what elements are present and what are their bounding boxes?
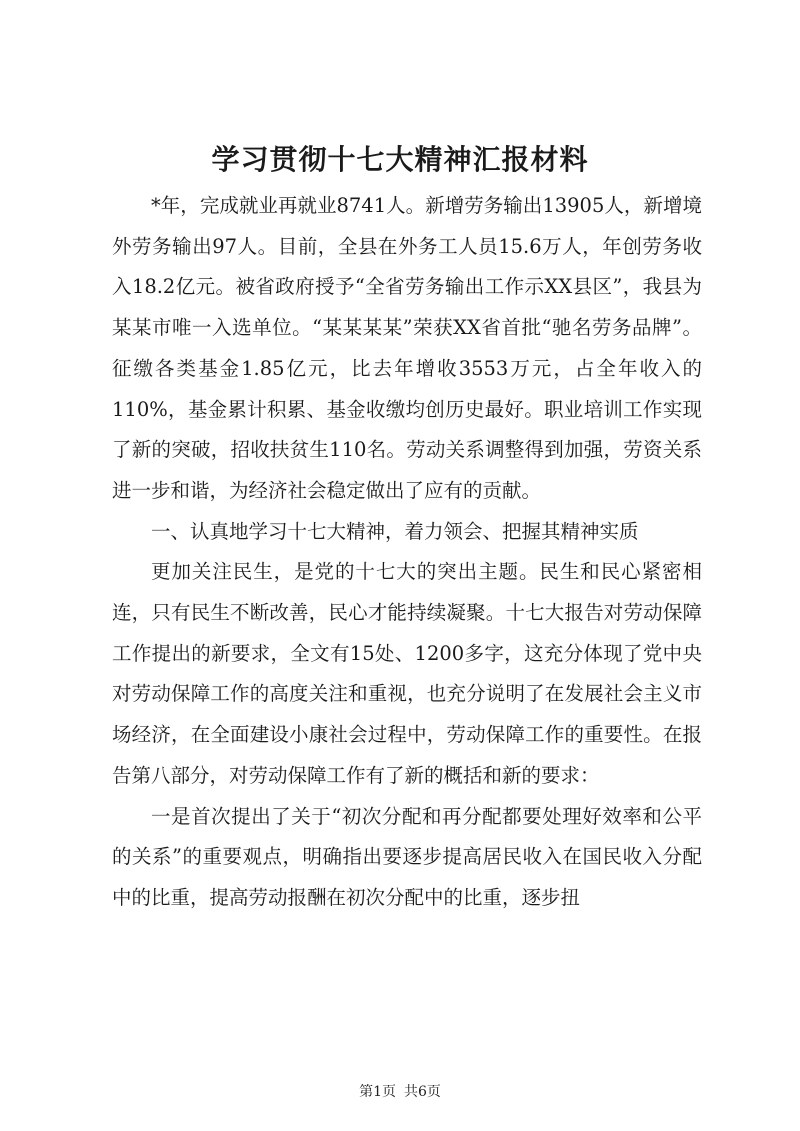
document-body [112, 186, 702, 919]
paragraph-employment-summary: *年，完成就业再就业8741人。新增劳务输出13905人，新增境外劳务输出97人。目前，全县在外务工人员15.6万人，年创劳务收入18.2亿元。被省政府授予“全省劳务输出工作示XX县区”，我县为某某市唯一入选单位。“某某某某”荣获XX省首批“驰名劳务品牌”。征缴各类基金1.85亿元，比去年增收3553万元，占全年收入的110%，基金累计积累、基金收缴均创历史最好。职业培训工作实现了新的突破，招收扶贫生110名。劳动关系调整得到加强，劳资关系进一步和谐，为经济社会稳定做出了应有的贡献。 [112, 194, 702, 502]
page-total: 共6页 [404, 1084, 441, 1100]
paragraph-distribution: 一是首次提出了关于“初次分配和再分配都要处理好效率和公平的关系”的重要观点，明确指出要逐步提高居民收入在国民收入分配中的比重，提高劳动报酬在初次分配中的比重，逐步扭 [112, 804, 702, 909]
document-title: 学习贯彻十七大精神汇报材料 [211, 143, 589, 176]
paragraph-livelihood: 更加关注民生，是党的十七大的突出主题。民生和民心紧密相连，只有民生不断改善，民心才能持续凝聚。十七大报告对劳动保障工作提出的新要求，全文有15处、1200多字，这充分体现了党中央对劳动保障工作的高度关注和重视，也充分说明了在发展社会主义市场经济，在全面建设小康社会过程中，劳动保障工作的重要性。在报告第八部分，对劳动保障工作有了新的概括和新的要求： [112, 560, 702, 787]
page-footer [0, 1082, 800, 1102]
page-number: 第1页 [359, 1084, 396, 1100]
section-heading-one: 一、认真地学习十七大精神，着力领会、把握其精神实质 [151, 519, 639, 543]
